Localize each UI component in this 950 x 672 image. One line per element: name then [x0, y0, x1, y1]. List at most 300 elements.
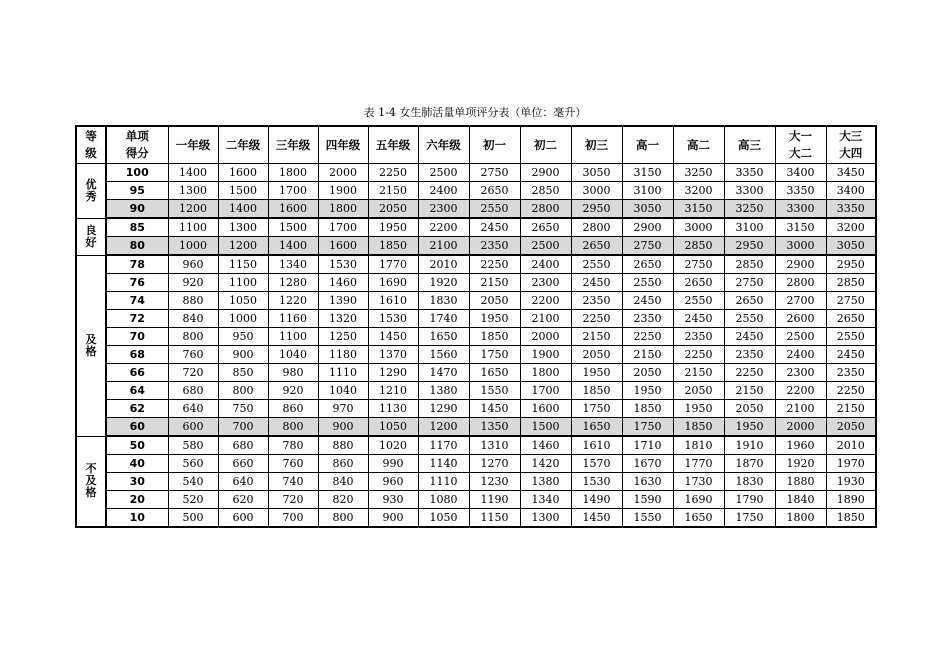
value-cell: 860 [268, 400, 318, 418]
value-cell: 970 [318, 400, 368, 418]
header-grade: 初一 [469, 126, 520, 164]
header-grade: 大一 大二 [775, 126, 826, 164]
table-row [76, 346, 876, 364]
value-cell: 2150 [368, 182, 418, 200]
value-cell: 2650 [571, 237, 622, 256]
value-cell: 950 [218, 328, 268, 346]
value-cell: 2500 [418, 164, 469, 182]
score-cell: 30 [106, 473, 168, 491]
table-body [76, 164, 876, 528]
value-cell: 2750 [673, 255, 724, 274]
value-cell: 750 [218, 400, 268, 418]
value-cell: 1830 [724, 473, 775, 491]
score-cell: 60 [106, 418, 168, 437]
value-cell: 2600 [775, 310, 826, 328]
table-row [76, 455, 876, 473]
value-cell: 1950 [368, 218, 418, 237]
value-cell: 1500 [268, 218, 318, 237]
value-cell: 900 [318, 418, 368, 437]
value-cell: 3000 [571, 182, 622, 200]
value-cell: 3350 [826, 200, 876, 219]
value-cell: 1100 [168, 218, 218, 237]
value-cell: 980 [268, 364, 318, 382]
value-cell: 1810 [673, 436, 724, 455]
value-cell: 1080 [418, 491, 469, 509]
score-cell: 78 [106, 255, 168, 274]
value-cell: 3350 [724, 164, 775, 182]
value-cell: 3200 [826, 218, 876, 237]
level-label: 及 格 [76, 255, 106, 436]
value-cell: 2650 [520, 218, 571, 237]
header-grade: 六年级 [418, 126, 469, 164]
score-cell: 20 [106, 491, 168, 509]
value-cell: 860 [318, 455, 368, 473]
value-cell: 1530 [571, 473, 622, 491]
value-cell: 3350 [775, 182, 826, 200]
value-cell: 3100 [622, 182, 673, 200]
value-cell: 1150 [469, 509, 520, 528]
value-cell: 1150 [218, 255, 268, 274]
value-cell: 1490 [571, 491, 622, 509]
value-cell: 1690 [673, 491, 724, 509]
value-cell: 1530 [368, 310, 418, 328]
value-cell: 880 [318, 436, 368, 455]
table-row [76, 218, 876, 237]
table-row [76, 200, 876, 219]
value-cell: 640 [218, 473, 268, 491]
value-cell: 1460 [318, 274, 368, 292]
value-cell: 1040 [268, 346, 318, 364]
value-cell: 1600 [318, 237, 368, 256]
value-cell: 1750 [622, 418, 673, 437]
value-cell: 1870 [724, 455, 775, 473]
value-cell: 680 [218, 436, 268, 455]
value-cell: 2150 [826, 400, 876, 418]
table-row [76, 164, 876, 182]
value-cell: 2000 [775, 418, 826, 437]
value-cell: 1850 [571, 382, 622, 400]
value-cell: 3100 [724, 218, 775, 237]
value-cell: 3200 [673, 182, 724, 200]
value-cell: 740 [268, 473, 318, 491]
score-cell: 50 [106, 436, 168, 455]
value-cell: 1290 [368, 364, 418, 382]
value-cell: 1890 [826, 491, 876, 509]
value-cell: 720 [268, 491, 318, 509]
value-cell: 2100 [520, 310, 571, 328]
value-cell: 2750 [469, 164, 520, 182]
value-cell: 2350 [724, 346, 775, 364]
value-cell: 800 [268, 418, 318, 437]
score-table [75, 125, 877, 528]
value-cell: 1370 [368, 346, 418, 364]
value-cell: 1840 [775, 491, 826, 509]
value-cell: 1900 [318, 182, 368, 200]
value-cell: 1050 [218, 292, 268, 310]
value-cell: 1400 [268, 237, 318, 256]
value-cell: 1110 [318, 364, 368, 382]
value-cell: 2250 [673, 346, 724, 364]
value-cell: 850 [218, 364, 268, 382]
header-level: 等 级 [76, 126, 106, 164]
value-cell: 2950 [571, 200, 622, 219]
value-cell: 760 [168, 346, 218, 364]
value-cell: 720 [168, 364, 218, 382]
value-cell: 1000 [168, 237, 218, 256]
value-cell: 1300 [218, 218, 268, 237]
value-cell: 920 [268, 382, 318, 400]
table-row [76, 473, 876, 491]
value-cell: 960 [168, 255, 218, 274]
value-cell: 3250 [673, 164, 724, 182]
table-row [76, 237, 876, 256]
value-cell: 1850 [368, 237, 418, 256]
value-cell: 1340 [268, 255, 318, 274]
value-cell: 1950 [469, 310, 520, 328]
value-cell: 2050 [826, 418, 876, 437]
value-cell: 1750 [571, 400, 622, 418]
value-cell: 1050 [418, 509, 469, 528]
value-cell: 1770 [673, 455, 724, 473]
value-cell: 1970 [826, 455, 876, 473]
value-cell: 2200 [775, 382, 826, 400]
value-cell: 1270 [469, 455, 520, 473]
value-cell: 2800 [775, 274, 826, 292]
value-cell: 1160 [268, 310, 318, 328]
value-cell: 1530 [318, 255, 368, 274]
header-grade: 一年级 [168, 126, 218, 164]
value-cell: 2250 [571, 310, 622, 328]
value-cell: 780 [268, 436, 318, 455]
value-cell: 2350 [622, 310, 673, 328]
value-cell: 2400 [520, 255, 571, 274]
value-cell: 760 [268, 455, 318, 473]
value-cell: 1400 [218, 200, 268, 219]
value-cell: 2350 [469, 237, 520, 256]
value-cell: 680 [168, 382, 218, 400]
value-cell: 900 [218, 346, 268, 364]
table-row [76, 418, 876, 437]
value-cell: 1590 [622, 491, 673, 509]
score-cell: 74 [106, 292, 168, 310]
value-cell: 2050 [368, 200, 418, 219]
score-cell: 85 [106, 218, 168, 237]
value-cell: 1230 [469, 473, 520, 491]
value-cell: 640 [168, 400, 218, 418]
value-cell: 2550 [571, 255, 622, 274]
value-cell: 930 [368, 491, 418, 509]
value-cell: 2350 [673, 328, 724, 346]
header-grade: 三年级 [268, 126, 318, 164]
value-cell: 700 [268, 509, 318, 528]
value-cell: 2150 [571, 328, 622, 346]
value-cell: 1180 [318, 346, 368, 364]
value-cell: 1610 [368, 292, 418, 310]
table-row [76, 255, 876, 274]
value-cell: 990 [368, 455, 418, 473]
value-cell: 3300 [724, 182, 775, 200]
value-cell: 3300 [775, 200, 826, 219]
value-cell: 3400 [826, 182, 876, 200]
value-cell: 1850 [673, 418, 724, 437]
value-cell: 1750 [469, 346, 520, 364]
value-cell: 620 [218, 491, 268, 509]
value-cell: 600 [218, 509, 268, 528]
value-cell: 2450 [622, 292, 673, 310]
value-cell: 3150 [622, 164, 673, 182]
table-row [76, 292, 876, 310]
value-cell: 1020 [368, 436, 418, 455]
value-cell: 1670 [622, 455, 673, 473]
value-cell: 800 [218, 382, 268, 400]
value-cell: 2950 [724, 237, 775, 256]
value-cell: 1140 [418, 455, 469, 473]
value-cell: 800 [168, 328, 218, 346]
value-cell: 2650 [724, 292, 775, 310]
value-cell: 2850 [520, 182, 571, 200]
score-cell: 10 [106, 509, 168, 528]
table-row [76, 491, 876, 509]
value-cell: 2010 [418, 255, 469, 274]
value-cell: 1190 [469, 491, 520, 509]
value-cell: 1700 [520, 382, 571, 400]
value-cell: 1340 [520, 491, 571, 509]
score-cell: 68 [106, 346, 168, 364]
value-cell: 1460 [520, 436, 571, 455]
score-cell: 62 [106, 400, 168, 418]
value-cell: 1570 [571, 455, 622, 473]
value-cell: 1420 [520, 455, 571, 473]
value-cell: 1280 [268, 274, 318, 292]
value-cell: 2350 [571, 292, 622, 310]
score-cell: 90 [106, 200, 168, 219]
value-cell: 2400 [418, 182, 469, 200]
header-grade: 高二 [673, 126, 724, 164]
value-cell: 1110 [418, 473, 469, 491]
value-cell: 1900 [520, 346, 571, 364]
table-row [76, 310, 876, 328]
header-score: 单项 得分 [106, 126, 168, 164]
level-label: 优 秀 [76, 164, 106, 219]
value-cell: 2650 [673, 274, 724, 292]
value-cell: 2350 [826, 364, 876, 382]
value-cell: 2900 [520, 164, 571, 182]
header-grade: 五年级 [368, 126, 418, 164]
value-cell: 2700 [775, 292, 826, 310]
value-cell: 1960 [775, 436, 826, 455]
value-cell: 2950 [826, 255, 876, 274]
value-cell: 3250 [724, 200, 775, 219]
value-cell: 1600 [218, 164, 268, 182]
value-cell: 2050 [673, 382, 724, 400]
value-cell: 2800 [571, 218, 622, 237]
value-cell: 1400 [168, 164, 218, 182]
value-cell: 1220 [268, 292, 318, 310]
value-cell: 3150 [775, 218, 826, 237]
score-cell: 70 [106, 328, 168, 346]
value-cell: 1300 [168, 182, 218, 200]
value-cell: 1800 [318, 200, 368, 219]
value-cell: 2250 [368, 164, 418, 182]
value-cell: 1560 [418, 346, 469, 364]
value-cell: 560 [168, 455, 218, 473]
table-caption: 表 1-4 女生肺活量单项评分表（单位：毫升） [363, 106, 587, 119]
value-cell: 3000 [673, 218, 724, 237]
value-cell: 1130 [368, 400, 418, 418]
value-cell: 3150 [673, 200, 724, 219]
value-cell: 520 [168, 491, 218, 509]
value-cell: 2450 [826, 346, 876, 364]
header-grade: 高一 [622, 126, 673, 164]
value-cell: 2850 [724, 255, 775, 274]
value-cell: 2500 [520, 237, 571, 256]
value-cell: 540 [168, 473, 218, 491]
value-cell: 2750 [724, 274, 775, 292]
value-cell: 2050 [622, 364, 673, 382]
value-cell: 1800 [775, 509, 826, 528]
value-cell: 1300 [520, 509, 571, 528]
score-cell: 100 [106, 164, 168, 182]
value-cell: 2650 [622, 255, 673, 274]
value-cell: 2050 [469, 292, 520, 310]
value-cell: 840 [318, 473, 368, 491]
value-cell: 2650 [469, 182, 520, 200]
value-cell: 2400 [775, 346, 826, 364]
value-cell: 1880 [775, 473, 826, 491]
value-cell: 2550 [673, 292, 724, 310]
value-cell: 1290 [418, 400, 469, 418]
value-cell: 1200 [218, 237, 268, 256]
value-cell: 2050 [571, 346, 622, 364]
value-cell: 1850 [469, 328, 520, 346]
value-cell: 1610 [571, 436, 622, 455]
value-cell: 1390 [318, 292, 368, 310]
value-cell: 2450 [469, 218, 520, 237]
value-cell: 1950 [622, 382, 673, 400]
value-cell: 2010 [826, 436, 876, 455]
value-cell: 1650 [673, 509, 724, 528]
value-cell: 1950 [571, 364, 622, 382]
score-cell: 76 [106, 274, 168, 292]
score-cell: 64 [106, 382, 168, 400]
value-cell: 2850 [826, 274, 876, 292]
value-cell: 1710 [622, 436, 673, 455]
value-cell: 2250 [826, 382, 876, 400]
value-cell: 1320 [318, 310, 368, 328]
header-grade: 大三 大四 [826, 126, 876, 164]
value-cell: 880 [168, 292, 218, 310]
value-cell: 1740 [418, 310, 469, 328]
value-cell: 1450 [368, 328, 418, 346]
value-cell: 1600 [268, 200, 318, 219]
value-cell: 1450 [469, 400, 520, 418]
value-cell: 2050 [724, 400, 775, 418]
header-grade: 初三 [571, 126, 622, 164]
value-cell: 820 [318, 491, 368, 509]
value-cell: 1650 [571, 418, 622, 437]
table-row [76, 328, 876, 346]
value-cell: 920 [168, 274, 218, 292]
value-cell: 2550 [724, 310, 775, 328]
header-grade: 高三 [724, 126, 775, 164]
value-cell: 2550 [826, 328, 876, 346]
value-cell: 2250 [469, 255, 520, 274]
value-cell: 1600 [520, 400, 571, 418]
value-cell: 800 [318, 509, 368, 528]
value-cell: 2200 [418, 218, 469, 237]
value-cell: 2750 [622, 237, 673, 256]
value-cell: 2100 [775, 400, 826, 418]
value-cell: 2300 [418, 200, 469, 219]
header-grade: 四年级 [318, 126, 368, 164]
value-cell: 3000 [775, 237, 826, 256]
table-row [76, 400, 876, 418]
value-cell: 2300 [775, 364, 826, 382]
value-cell: 1790 [724, 491, 775, 509]
value-cell: 1500 [520, 418, 571, 437]
value-cell: 1730 [673, 473, 724, 491]
value-cell: 3050 [622, 200, 673, 219]
value-cell: 1200 [418, 418, 469, 437]
value-cell: 1700 [268, 182, 318, 200]
value-cell: 2550 [469, 200, 520, 219]
value-cell: 1750 [724, 509, 775, 528]
value-cell: 3450 [826, 164, 876, 182]
value-cell: 2750 [826, 292, 876, 310]
value-cell: 1770 [368, 255, 418, 274]
score-cell: 95 [106, 182, 168, 200]
value-cell: 1100 [218, 274, 268, 292]
value-cell: 1380 [418, 382, 469, 400]
value-cell: 960 [368, 473, 418, 491]
value-cell: 1630 [622, 473, 673, 491]
value-cell: 1650 [469, 364, 520, 382]
value-cell: 2450 [673, 310, 724, 328]
value-cell: 1550 [469, 382, 520, 400]
score-cell: 72 [106, 310, 168, 328]
value-cell: 2000 [520, 328, 571, 346]
header-row [76, 126, 876, 164]
value-cell: 2800 [520, 200, 571, 219]
value-cell: 2850 [673, 237, 724, 256]
table-row [76, 509, 876, 528]
value-cell: 2250 [622, 328, 673, 346]
level-label: 不 及 格 [76, 436, 106, 527]
value-cell: 1380 [520, 473, 571, 491]
value-cell: 500 [168, 509, 218, 528]
score-cell: 40 [106, 455, 168, 473]
value-cell: 1550 [622, 509, 673, 528]
table-row [76, 274, 876, 292]
value-cell: 2900 [775, 255, 826, 274]
value-cell: 1170 [418, 436, 469, 455]
value-cell: 900 [368, 509, 418, 528]
value-cell: 2650 [826, 310, 876, 328]
value-cell: 1650 [418, 328, 469, 346]
value-cell: 660 [218, 455, 268, 473]
value-cell: 1920 [418, 274, 469, 292]
value-cell: 2150 [724, 382, 775, 400]
value-cell: 1850 [826, 509, 876, 528]
header-grade: 初二 [520, 126, 571, 164]
value-cell: 1100 [268, 328, 318, 346]
value-cell: 1050 [368, 418, 418, 437]
value-cell: 2150 [469, 274, 520, 292]
value-cell: 2150 [673, 364, 724, 382]
value-cell: 600 [168, 418, 218, 437]
value-cell: 2300 [520, 274, 571, 292]
value-cell: 840 [168, 310, 218, 328]
